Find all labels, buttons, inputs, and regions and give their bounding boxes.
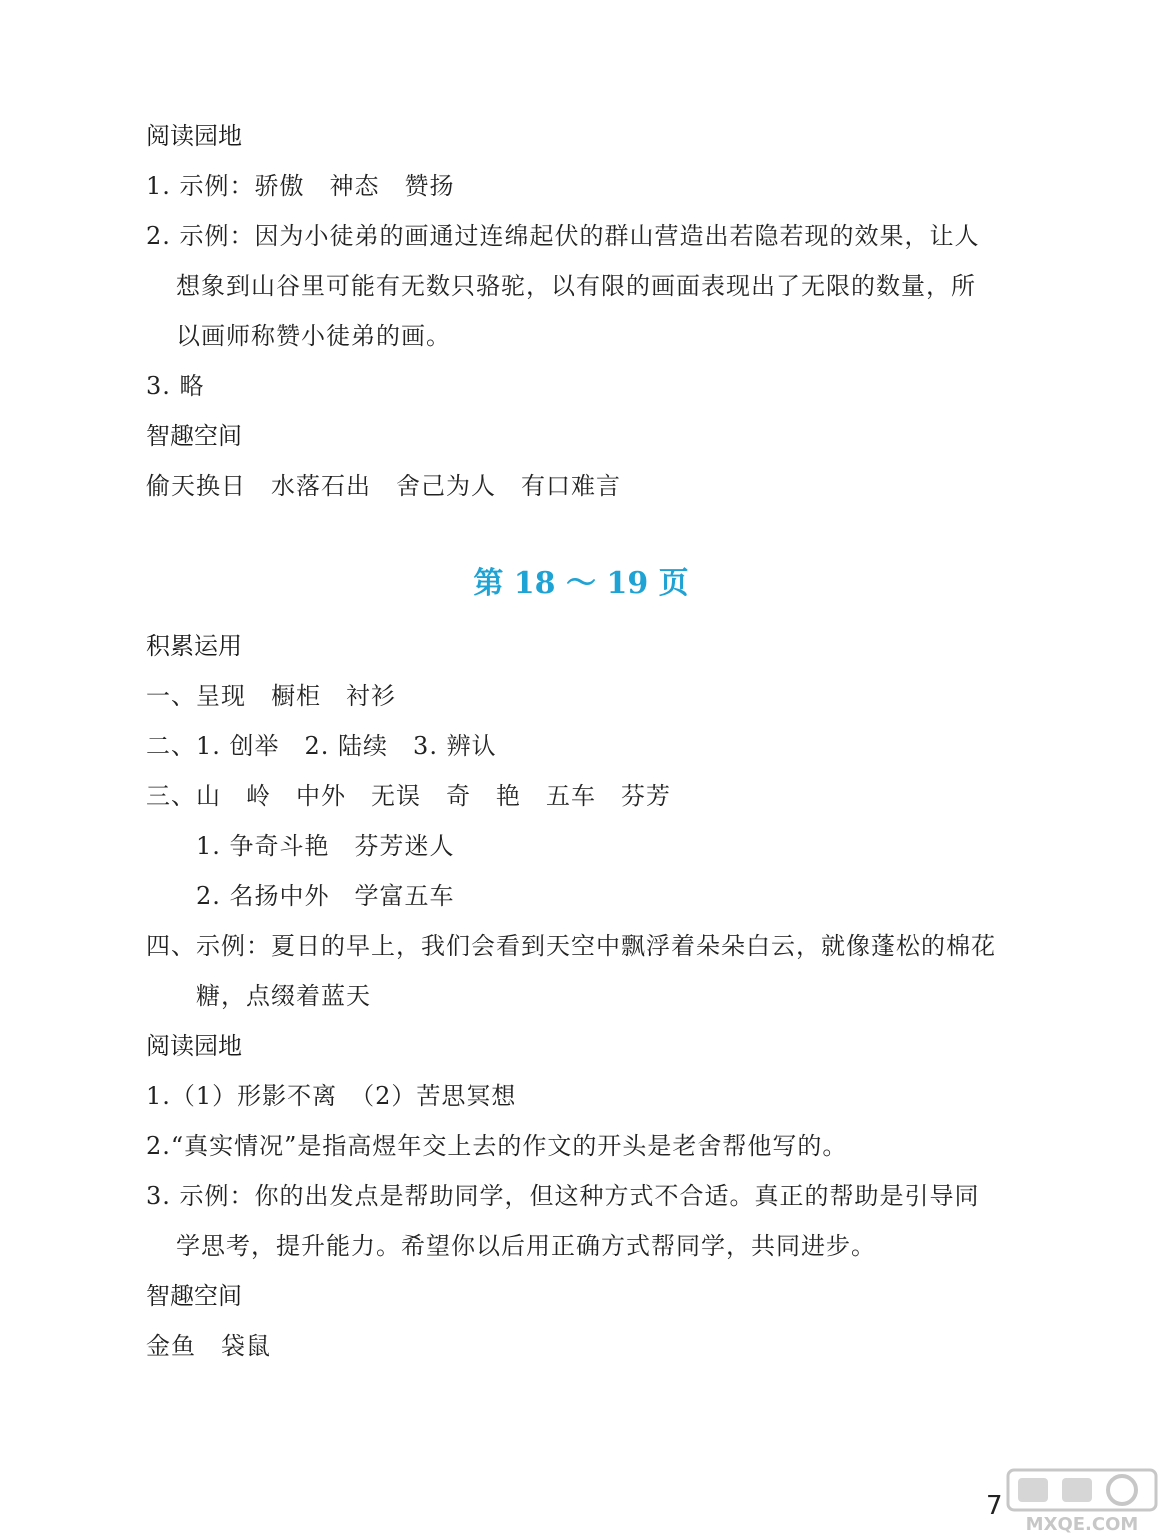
reading-answer-2-cont: 想象到山谷里可能有无数只骆驼，以有限的画面表现出了无限的数量，所 xyxy=(176,272,976,300)
reading-answer-1: 1. 示例：骄傲 神态 赞扬 xyxy=(146,172,455,200)
page-range-title: 第 18 ～ 19 页 xyxy=(473,566,689,601)
fun-answer-2: 金鱼 袋鼠 xyxy=(146,1332,271,1360)
reading-heading-2: 阅读园地 xyxy=(146,1032,242,1060)
accum-item-4-cont: 糖，点缀着蓝天 xyxy=(196,982,371,1010)
fun-answer-1: 偷天换日 水落石出 舍己为人 有口难言 xyxy=(146,472,621,500)
accum-item-4: 四、示例：夏日的早上，我们会看到天空中飘浮着朵朵白云，就像蓬松的棉花 xyxy=(146,932,996,960)
fun-heading-2: 智趣空间 xyxy=(146,1282,242,1310)
reading-heading-1: 阅读园地 xyxy=(146,122,242,150)
reading2-answer-2: 2.“真实情况”是指高煜年交上去的作文的开头是老舍帮他写的。 xyxy=(146,1132,848,1160)
reading2-answer-3-cont: 学思考，提升能力。希望你以后用正确方式帮同学，共同进步。 xyxy=(176,1232,876,1260)
accumulation-heading: 积累运用 xyxy=(146,632,242,660)
accum-item-3-sub2: 2. 名扬中外 学富五车 xyxy=(196,882,455,910)
svg-text:MXQE.COM: MXQE.COM xyxy=(1025,1514,1139,1534)
fun-heading-1: 智趣空间 xyxy=(146,422,242,450)
reading-answer-3: 3. 略 xyxy=(146,372,205,400)
accum-item-3-sub1: 1. 争奇斗艳 芬芳迷人 xyxy=(196,832,455,860)
reading-answer-2: 2. 示例：因为小徒弟的画通过连绵起伏的群山营造出若隐若现的效果，让人 xyxy=(146,222,980,250)
reading-answer-2-cont2: 以画师称赞小徒弟的画。 xyxy=(176,322,451,350)
watermark-logo xyxy=(1004,1468,1160,1534)
accum-item-2: 二、1. 创举 2. 陆续 3. 辨认 xyxy=(146,732,497,760)
reading2-answer-3: 3. 示例：你的出发点是帮助同学，但这种方式不合适。真正的帮助是引导同 xyxy=(146,1182,980,1210)
accum-item-3: 三、山 岭 中外 无误 奇 艳 五车 芬芳 xyxy=(146,782,671,810)
reading2-answer-1: 1.（1）形影不离 （2）苦思冥想 xyxy=(146,1082,517,1110)
accum-item-1: 一、呈现 橱柜 衬衫 xyxy=(146,682,396,710)
page-number: 7 xyxy=(986,1491,1003,1521)
